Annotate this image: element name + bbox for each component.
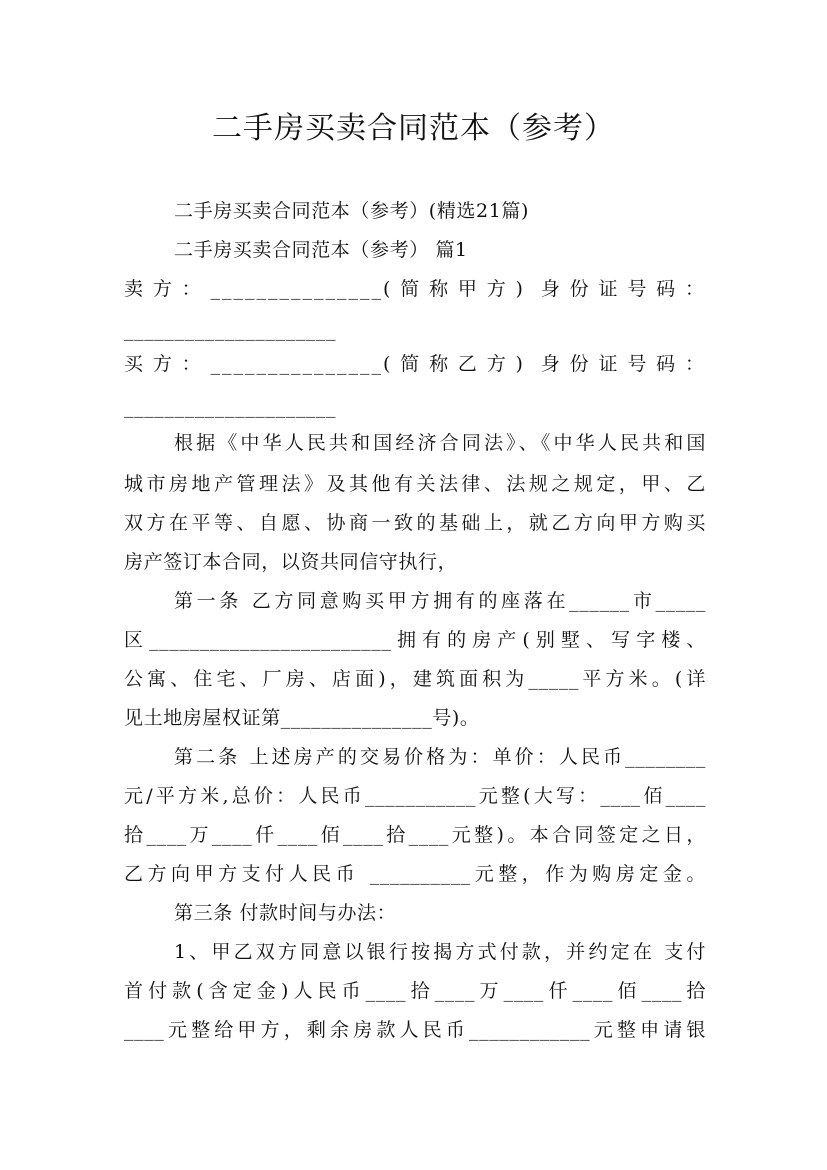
article-1-line: 第一条 乙方同意购买甲方拥有的座落在______市_____ xyxy=(174,590,706,612)
article-1-line: 区________________________拥有的房产(别墅、写字楼、 xyxy=(124,629,706,651)
paragraph-line: 房产签订本合同，以资共同信守执行， xyxy=(124,551,458,573)
article-3-heading: 第三条 付款时间与办法： xyxy=(174,902,397,924)
article-2-line: 拾____万____仟____佰____拾____元整)。本合同签定之日， xyxy=(124,824,706,846)
article-2-line: 第二条 上述房产的交易价格为：单价：人民币________ xyxy=(174,746,706,768)
article-3-line: 首付款(含定金)人民币____拾____万____仟____佰____拾 xyxy=(124,980,706,1002)
section-heading: 二手房买卖合同范本（参考） 篇1 xyxy=(174,239,468,261)
paragraph-line: 双方在平等、自愿、协商一致的基础上，就乙方向甲方购买 xyxy=(124,512,706,534)
subtitle-line: 二手房买卖合同范本（参考）(精选21篇) xyxy=(174,200,530,222)
article-3-line: 1、甲乙双方同意以银行按揭方式付款，并约定在 支付 xyxy=(174,941,706,963)
document-title: 二手房买卖合同范本（参考） xyxy=(212,111,615,146)
article-2-line: 乙方向甲方支付人民币 __________元整，作为购房定金。 xyxy=(124,863,706,885)
paragraph-line: 根据《中华人民共和国经济合同法》、《中华人民共和国 xyxy=(174,432,706,454)
article-1-line: 见土地房屋权证第_______________号)。 xyxy=(124,707,480,729)
article-3-line: ____元整给甲方，剩余房款人民币____________元整申请银 xyxy=(124,1019,706,1041)
seller-line: 卖方：_______________(简称甲方) 身份证号码： xyxy=(124,278,706,300)
buyer-line: 买方：_______________(简称乙方) 身份证号码： xyxy=(124,353,706,375)
paragraph-line: 城市房地产管理法》及其他有关法律、法规之规定，甲、乙 xyxy=(124,473,706,495)
seller-id-blank: _____________________ xyxy=(124,319,337,341)
article-2-line: 元/平方米,总价：人民币___________元整(大写：____佰____ xyxy=(124,785,706,807)
buyer-id-blank: _____________________ xyxy=(124,396,337,418)
article-1-line: 公寓、住宅、厂房、店面)，建筑面积为_____平方米。(详 xyxy=(124,668,706,690)
